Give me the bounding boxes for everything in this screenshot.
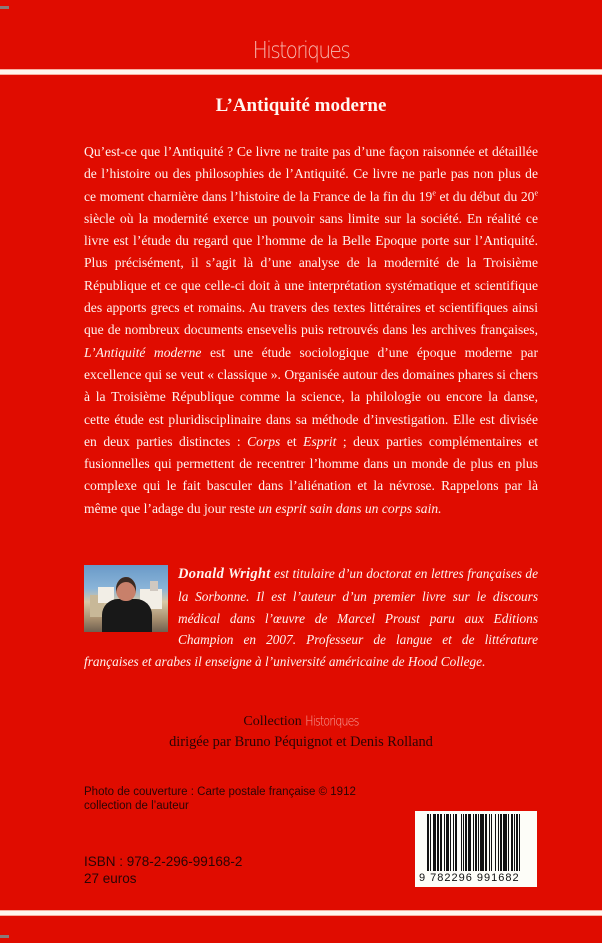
ean-barcode — [415, 811, 537, 887]
barcode-bar — [519, 814, 520, 871]
person-head — [116, 577, 136, 601]
blurb-segment: et du début du 20 — [435, 188, 535, 204]
back-cover-blurb — [84, 141, 538, 520]
blurb-segment: Qu’est-ce que l’Antiquité ? Ce livre ne traite pas d’une façon raisonnée et détaillée de l’histoire ou des philosophies de l’Antiquité. Ce livre ne parle pas non plus de ce moment charnière dans l’histoire de la France de la fin du 19 — [84, 144, 538, 204]
collection-block — [0, 711, 602, 753]
author-photo — [84, 565, 168, 632]
author-bio-text: est titulaire d’un doctorat en lettres françaises de la Sorbonne. Il est l’auteur d’un premier livre sur le discours médical dans l’œuvre de Marcel Proust paru aux Editions Champion en 2007. Professeur de langue et de littérature françaises et arabes il enseigne à l’université américaine de Hood College. — [84, 566, 538, 670]
author-name: Donald Wright — [178, 566, 271, 582]
isbn-price-block — [84, 853, 242, 887]
book-title: L’Antiquité moderne — [215, 95, 387, 116]
blurb-italic-segment: un esprit sain dans un corps sain. — [258, 500, 442, 516]
collection-label: Collection — [243, 714, 306, 729]
blurb-segment: et — [280, 433, 304, 449]
person-silhouette — [102, 599, 152, 632]
crop-mark-bottom — [0, 935, 9, 938]
author-bio — [84, 563, 538, 673]
blurb-segment: ; deux parties complémentaires et fusionnelles qui permettent de recentrer l’homme dans un monde de plus en plus complexe qui le fait basculer dans l’aliénation et la névrose. Rappelons par là même que l’adage du jour reste — [84, 433, 538, 516]
blurb-italic-segment: Corps — [247, 433, 281, 449]
series-logo: Historiques — [252, 36, 350, 64]
blurb-segment: siècle où la modernité exerce un pouvoir sans limite sur la société. En réalité ce livre est l’étude du regard que l’homme de la Belle Epoque porte sur l’Antiquité. Plus précisément, il s’agit là d’une analyse de la modernité de la Troisième République et ce que celle-ci doit à une interprétation systématique et scientifique des apports grecs et romains. Au travers des textes littéraires et scientifiques ainsi que de nombreux documents ensevelis puis retrouvés dans les archives françaises, — [84, 210, 538, 338]
photo-credit-line-2: collection de l’auteur — [84, 800, 189, 812]
photo-credit — [84, 785, 356, 813]
superscript: e — [432, 188, 436, 198]
photo-credit-line-1: Photo de couverture : Carte postale française © 1912 — [84, 786, 356, 798]
blurb-segment: est une étude sociologique d’une époque moderne par excellence qui se veut « classique ». Organisée autour des domaines phares si chers à la Troisième République comme la science, la philologie ou encore la danse, cette étude est pluridisciplinaire dans sa méthode d’investigation. Elle est divisée en deux parties distinctes : — [84, 344, 538, 449]
blurb-italic-segment: Esprit — [303, 433, 337, 449]
barcode-bars — [427, 814, 533, 871]
top-rule — [0, 70, 602, 74]
price: 27 euros — [84, 871, 137, 886]
bottom-rule — [0, 911, 602, 915]
crop-mark-top — [0, 6, 9, 9]
collection-directors: dirigée par Bruno Péquignot et Denis Rolland — [169, 734, 433, 750]
barcode-digits: 9 782296 991682 — [419, 872, 520, 884]
superscript: e — [534, 188, 538, 198]
collection-series-logo: Historiques — [305, 713, 359, 730]
blurb-italic-segment: L’Antiquité moderne — [84, 344, 202, 360]
isbn: ISBN : 978-2-296-99168-2 — [84, 854, 243, 869]
